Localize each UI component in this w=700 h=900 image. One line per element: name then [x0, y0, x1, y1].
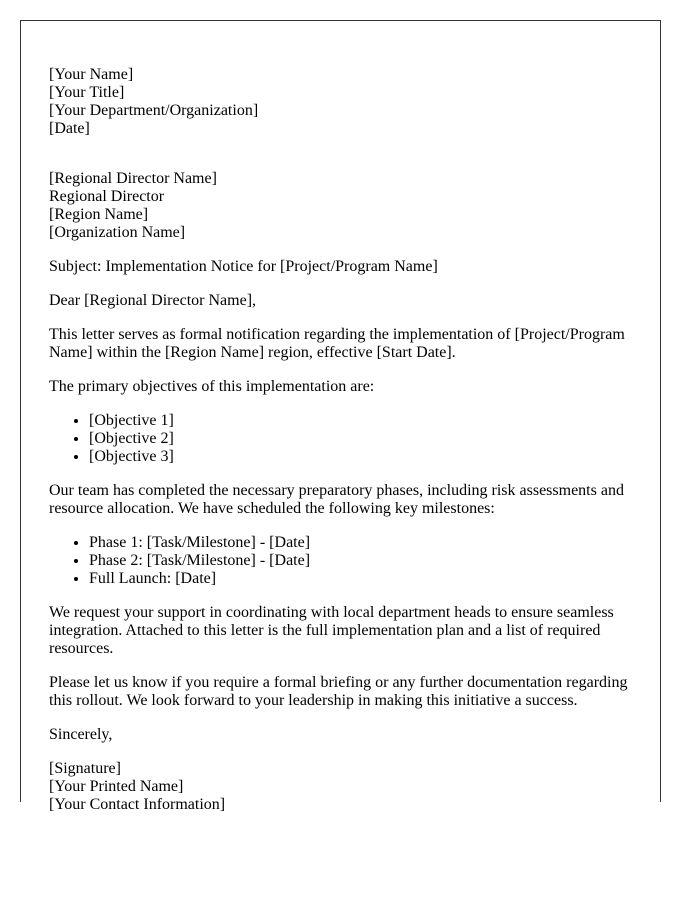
- closing: Sincerely,: [49, 726, 113, 743]
- list-item: • [Objective 1]: [89, 412, 660, 430]
- list-item: • [Objective 2]: [89, 430, 660, 448]
- list-item: • Full Launch: [Date]: [89, 570, 660, 588]
- letter-date: [Date]: [49, 120, 90, 137]
- objectives-list: [49, 412, 660, 466]
- signature-block: [49, 760, 660, 814]
- list-item: • Phase 1: [Task/Milestone] - [Date]: [89, 534, 660, 552]
- paragraph-followup: Please let us know if you require a formal briefing or any further documentation regarding this rollout. We look forward to your leadership in making this initiative a success.: [49, 674, 628, 709]
- list-item: • [Objective 3]: [89, 448, 660, 466]
- signature: [Signature]: [49, 760, 121, 777]
- recipient-block: [49, 170, 660, 242]
- list-item: • Phase 2: [Task/Milestone] - [Date]: [89, 552, 660, 570]
- printed-name: [Your Printed Name]: [49, 778, 184, 795]
- sender-organization: [Your Department/Organization]: [49, 102, 259, 119]
- paragraph-support: We request your support in coordinating with local department heads to ensure seamless integration. Attached to this letter is the full implementation plan and a list of required resources.: [49, 604, 614, 657]
- paragraph-objectives: The primary objectives of this implementation are:: [49, 378, 375, 395]
- milestones-list: [49, 534, 660, 588]
- recipient-organization: [Organization Name]: [49, 224, 186, 241]
- sender-title: [Your Title]: [49, 84, 125, 101]
- paragraph-intro: This letter serves as formal notification regarding the implementation of [Project/Program Name] within the [Region Name] region, effective [Start Date].: [49, 326, 625, 361]
- recipient-name: [Regional Director Name]: [49, 170, 217, 187]
- letter: [20, 20, 661, 813]
- salutation: Dear [Regional Director Name],: [49, 292, 257, 309]
- contact-information: [Your Contact Information]: [49, 796, 226, 813]
- sender-name: [Your Name]: [49, 66, 134, 83]
- subject-line: Subject: Implementation Notice for [Project/Program Name]: [49, 258, 438, 275]
- recipient-region: [Region Name]: [49, 206, 149, 223]
- paragraph-preparation: Our team has completed the necessary preparatory phases, including risk assessments and resource allocation. We have scheduled the following key milestones:: [49, 482, 624, 517]
- recipient-title: Regional Director: [49, 188, 165, 205]
